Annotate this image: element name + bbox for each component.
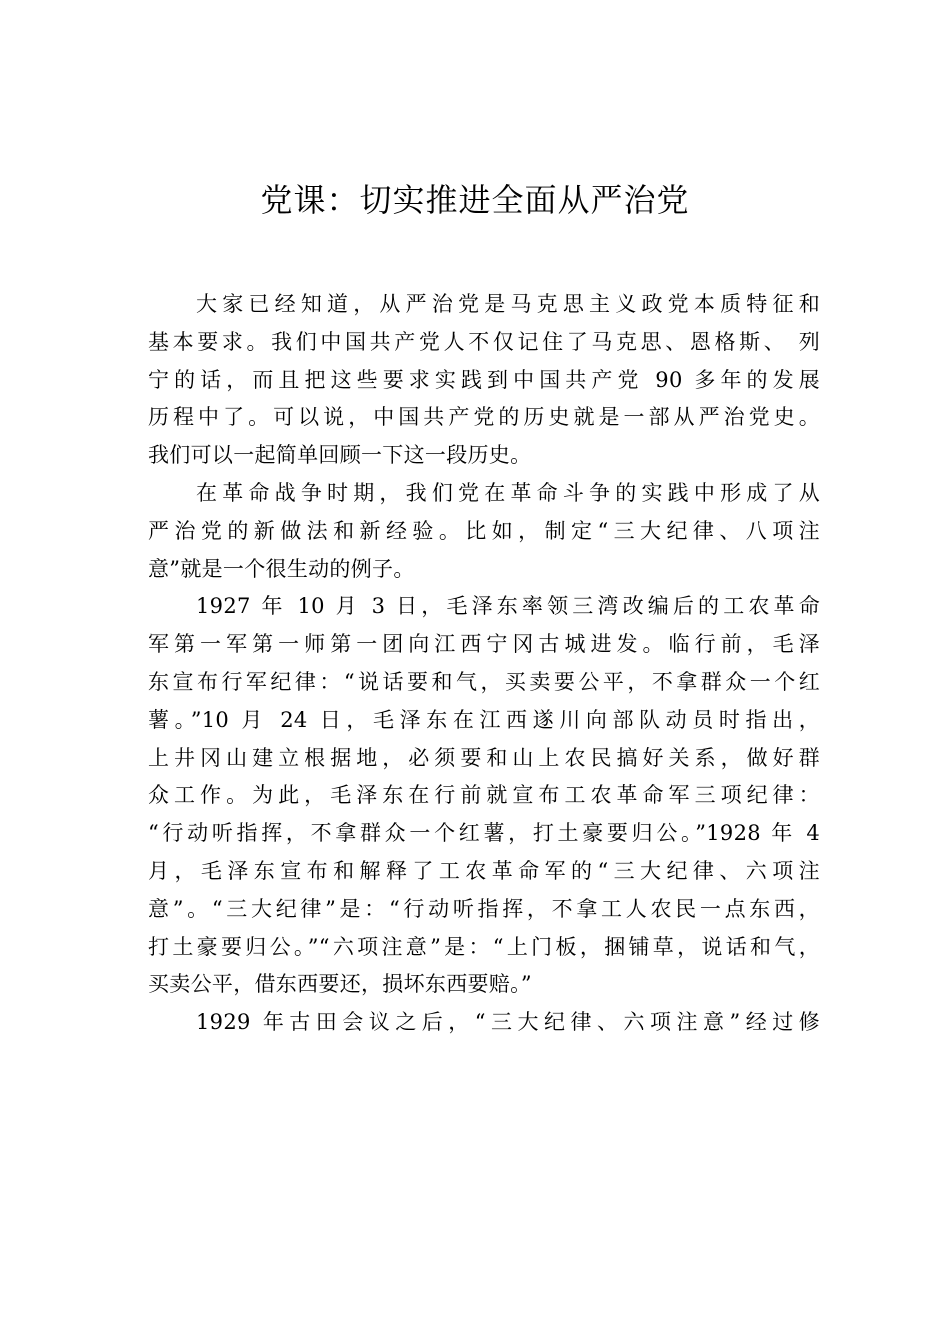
text-line: 我们可以一起简单回顾一下这一段历史。 <box>148 443 532 468</box>
text-line: 打土豪要归公。”“六项注意”是：“上门板，捆铺草，说话和气， <box>148 934 820 959</box>
text-line: 1929 年古田会议之后，“三大纪律、六项注意”经过修 <box>196 1010 820 1035</box>
text-line: 在革命战争时期，我们党在革命斗争的实践中形成了从 <box>196 480 820 505</box>
body-text <box>148 286 820 1042</box>
text-line: 月，毛泽东宣布和解释了工农革命军的“三大纪律、六项注 <box>148 858 820 883</box>
text-line: 众工作。为此，毛泽东在行前就宣布工农革命军三项纪律： <box>148 783 820 808</box>
text-line: 1927 年 10 月 3 日，毛泽东率领三湾改编后的工农革命 <box>196 594 820 619</box>
text-line: 上井冈山建立根据地，必须要和山上农民搞好关系，做好群 <box>148 745 820 770</box>
text-line: 宁的话，而且把这些要求实践到中国共产党 90 多年的发展 <box>148 367 820 392</box>
text-line: 意”。“三大纪律”是：“行动听指挥，不拿工人农民一点东西， <box>148 896 820 921</box>
text-line: 军第一军第一师第一团向江西宁冈古城进发。临行前，毛泽 <box>148 632 820 657</box>
text-line: 严治党的新做法和新经验。比如，制定“三大纪律、八项注 <box>148 518 820 543</box>
text-line: 薯。”10 月 24 日，毛泽东在江西遂川向部队动员时指出， <box>148 707 820 732</box>
text-line: 东宣布行军纪律：“说话要和气，买卖要公平，不拿群众一个红 <box>148 669 820 694</box>
page-title: 党课：切实推进全面从严治党 <box>260 181 690 219</box>
text-line: 买卖公平，借东西要还，损坏东西要赔。” <box>148 972 532 997</box>
text-line: “行动听指挥，不拿群众一个红薯，打土豪要归公。”1928 年 4 <box>148 821 820 846</box>
text-line: 基本要求。我们中国共产党人不仅记住了马克思、恩格斯、 列 <box>148 329 820 354</box>
text-line: 大家已经知道，从严治党是马克思主义政党本质特征和 <box>196 292 820 316</box>
text-line: 意”就是一个很生动的例子。 <box>148 556 415 581</box>
text-line: 历程中了。可以说，中国共产党的历史就是一部从严治党史。 <box>148 405 820 430</box>
